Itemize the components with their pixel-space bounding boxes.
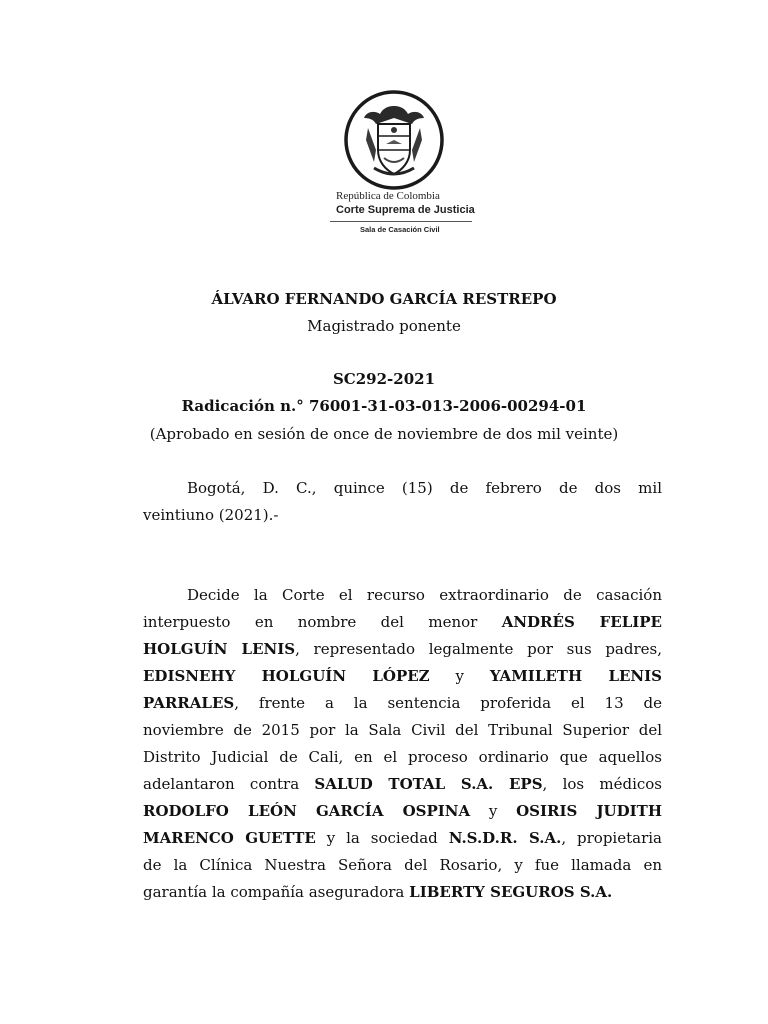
- bold-text: RODOLFO LEÓN GARCÍA OSPINA: [143, 802, 471, 820]
- body-line: [143, 717, 662, 744]
- body-line: [143, 825, 662, 852]
- bold-text: N.S.D.R. S.A.: [448, 829, 562, 847]
- body-line: [143, 663, 662, 690]
- body-line: [143, 744, 662, 771]
- body-text: , propietaria: [561, 829, 662, 847]
- date-paragraph: [143, 475, 662, 529]
- bold-text: LIBERTY SEGUROS S.A.: [409, 883, 613, 901]
- bold-text: ANDRÉS FELIPE: [501, 613, 662, 631]
- seal-divider: [330, 221, 472, 222]
- approval-note: (Aprobado en sesión de once de noviembre de dos mil veinte): [149, 425, 619, 443]
- bold-text: HOLGUÍN LENIS: [143, 640, 296, 658]
- seal-court: Corte Suprema de Justicia: [336, 204, 475, 216]
- bold-text: MARENCO GUETTE: [143, 829, 316, 847]
- bold-text: PARRALES: [143, 694, 235, 712]
- sentence-code: SC292-2021: [332, 370, 436, 388]
- radicacion-number: 76001-31-03-013-2006-00294-01: [309, 397, 587, 415]
- bold-text: OSIRIS JUDITH: [516, 802, 662, 820]
- radicacion-label: Radicación n.°: [181, 397, 304, 415]
- body-line: [143, 879, 662, 906]
- seal-country: República de Colombia: [336, 190, 440, 202]
- magistrate-role: Magistrado ponente: [307, 317, 461, 335]
- body-text: garantía la compañía aseguradora: [143, 883, 410, 901]
- body-text: de la Clínica Nuestra Señora del Rosario, y fue llamada en: [143, 856, 662, 874]
- radicacion: [0, 397, 768, 415]
- body-text: Distrito Judicial de Cali, en el proceso ordinario que aquellos: [143, 748, 662, 766]
- body-paragraph: [143, 582, 662, 906]
- body-text: adelantaron contra: [143, 775, 315, 793]
- body-text: , los médicos: [542, 775, 662, 793]
- bold-text: YAMILETH LENIS: [489, 667, 662, 685]
- body-text: interpuesto en nombre del menor: [143, 613, 502, 631]
- bold-text: EDISNEHY HOLGUÍN LÓPEZ: [143, 667, 430, 685]
- body-text: , representado legalmente por sus padres,: [295, 640, 662, 658]
- body-text: Decide la Corte el recurso extraordinario de casación: [187, 586, 662, 604]
- body-text: noviembre de 2015 por la Sala Civil del Tribunal Superior del: [143, 721, 662, 739]
- body-line: [143, 636, 662, 663]
- body-line: [143, 690, 662, 717]
- body-text: y: [470, 802, 517, 820]
- date-line: Bogotá, D. C., quince (15) de febrero de dos mil: [187, 479, 662, 497]
- bold-text: SALUD TOTAL S.A. EPS: [314, 775, 543, 793]
- body-line: [143, 852, 662, 879]
- magistrate-name: ÁLVARO FERNANDO GARCÍA RESTREPO: [211, 290, 557, 308]
- body-line: [143, 771, 662, 798]
- seal-chamber: Sala de Casación Civil: [360, 225, 440, 234]
- body-line: [143, 609, 662, 636]
- body-text: y la sociedad: [315, 829, 449, 847]
- body-text: y: [429, 667, 490, 685]
- date-line: veintiuno (2021).-: [143, 506, 279, 524]
- court-seal: [0, 88, 768, 248]
- body-text: , frente a la sentencia proferida el 13 de: [234, 694, 662, 712]
- body-line: [143, 582, 662, 609]
- body-line: [143, 798, 662, 825]
